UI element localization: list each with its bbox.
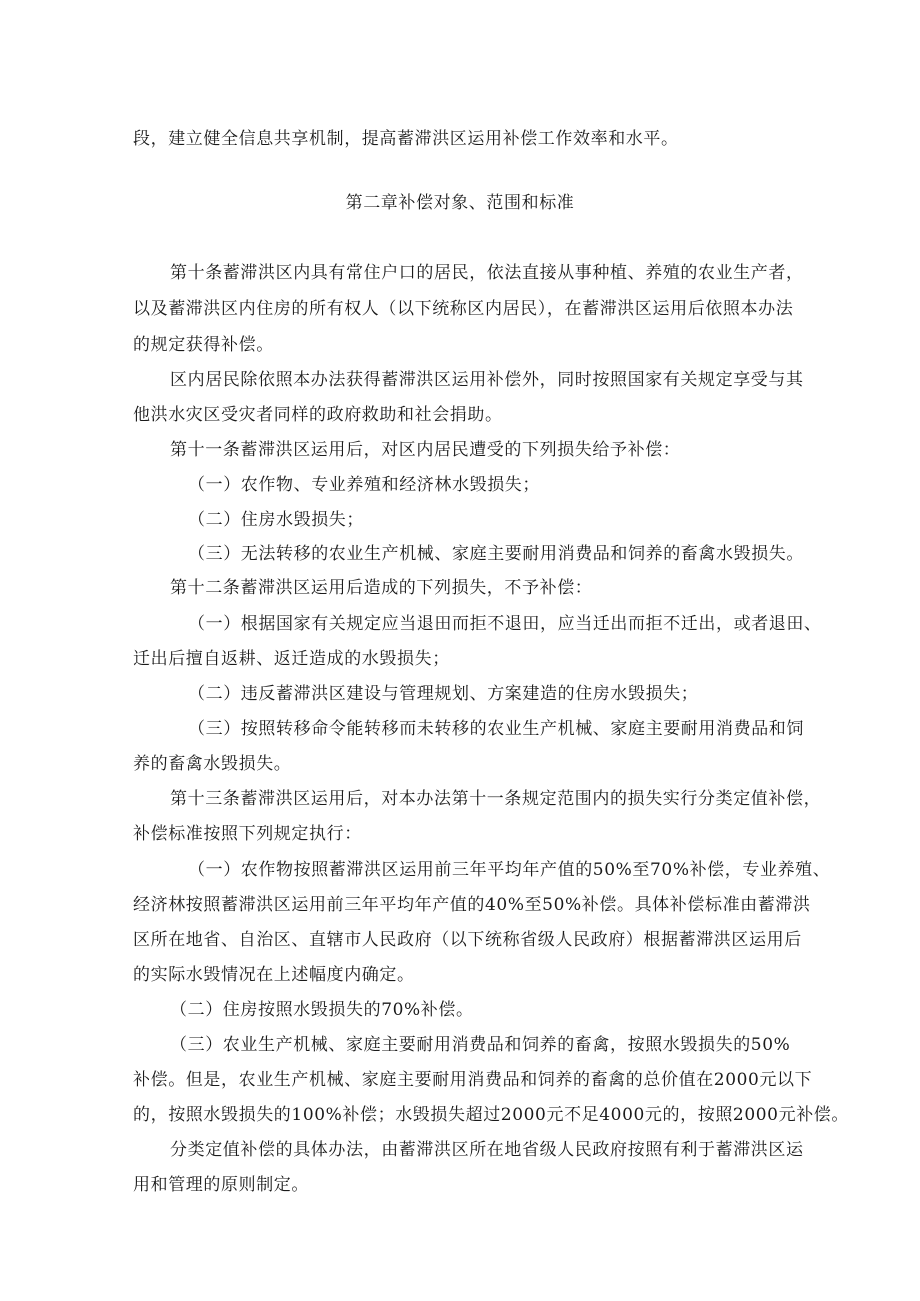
paragraph-line: （二）住房按照水毁损失的70%补偿。 <box>170 1000 474 1020</box>
paragraph-line: （三）农业生产机械、家庭主要耐用消费品和饲养的畜禽，按照水毁损失的50% <box>170 1035 791 1055</box>
paragraph-line: （一）根据国家有关规定应当退田而拒不退田，应当迁出而拒不迁出，或者退田、 <box>188 614 822 634</box>
paragraph-line: （一）农作物按照蓄滞洪区运用前三年平均年产值的50%至70%补偿，专业养殖、 <box>188 860 831 880</box>
paragraph-line: （二）住房水毁损失； <box>188 510 364 530</box>
paragraph-line: 第十三条蓄滞洪区运用后，对本办法第十一条规定范围内的损失实行分类定值补偿， <box>170 789 822 809</box>
paragraph-line: 以及蓄滞洪区内住房的所有权人（以下统称区内居民），在蓄滞洪区运用后依照本办法 <box>133 299 794 319</box>
paragraph-line: （三）按照转移命令能转移而未转移的农业生产机械、家庭主要耐用消费品和饲 <box>188 719 804 739</box>
paragraph-line: 经济林按照蓄滞洪区运用前三年平均年产值的40%至50%补偿。具体补偿标准由蓄滞洪 <box>133 895 811 915</box>
paragraph-line: 迁出后擅自返耕、返迁造成的水毁损失； <box>133 649 450 669</box>
paragraph-line: 区内居民除依照本办法获得蓄滞洪区运用补偿外，同时按照国家有关规定享受与其 <box>170 370 804 390</box>
chapter-title: 第二章补偿对象、范围和标准 <box>345 193 575 213</box>
paragraph-line: 第十条蓄滞洪区内具有常住户口的居民，依法直接从事种植、养殖的农业生产者， <box>170 263 804 283</box>
paragraph-line: （一）农作物、专业养殖和经济林水毁损失； <box>188 475 540 495</box>
paragraph-line: 区所在地省、自治区、直辖市人民政府（以下统称省级人民政府）根据蓄滞洪区运用后 <box>133 930 802 950</box>
paragraph-line: 补偿标准按照下列规定执行： <box>133 824 362 844</box>
paragraph-line: 的规定获得补偿。 <box>133 335 274 355</box>
paragraph-line: 养的畜禽水毁损失。 <box>133 754 292 774</box>
paragraph-line: 的实际水毁情况在上述幅度内确定。 <box>133 965 415 985</box>
paragraph-line: （三）无法转移的农业生产机械、家庭主要耐用消费品和饲养的畜禽水毁损失。 <box>188 544 804 564</box>
paragraph-line: 用和管理的原则制定。 <box>133 1175 309 1195</box>
paragraph-line: （二）违反蓄滞洪区建设与管理规划、方案建造的住房水毁损失； <box>188 684 699 704</box>
paragraph-line: 段，建立健全信息共享机制，提高蓄滞洪区运用补偿工作效率和水平。 <box>133 129 679 149</box>
paragraph-line: 分类定值补偿的具体办法，由蓄滞洪区所在地省级人民政府按照有利于蓄滞洪区运 <box>170 1140 804 1160</box>
paragraph-line: 第十一条蓄滞洪区运用后，对区内居民遭受的下列损失给予补偿： <box>170 440 681 460</box>
paragraph-line: 第十二条蓄滞洪区运用后造成的下列损失，不予补偿： <box>170 578 593 598</box>
paragraph-line: 补偿。但是，农业生产机械、家庭主要耐用消费品和饲养的畜禽的总价值在2000元以下 <box>133 1070 813 1090</box>
paragraph-line: 的，按照水毁损失的100%补偿；水毁损失超过2000元不足4000元的，按照2000元补偿。 <box>133 1105 849 1125</box>
paragraph-line: 他洪水灾区受灾者同样的政府救助和社会捐助。 <box>133 405 503 425</box>
